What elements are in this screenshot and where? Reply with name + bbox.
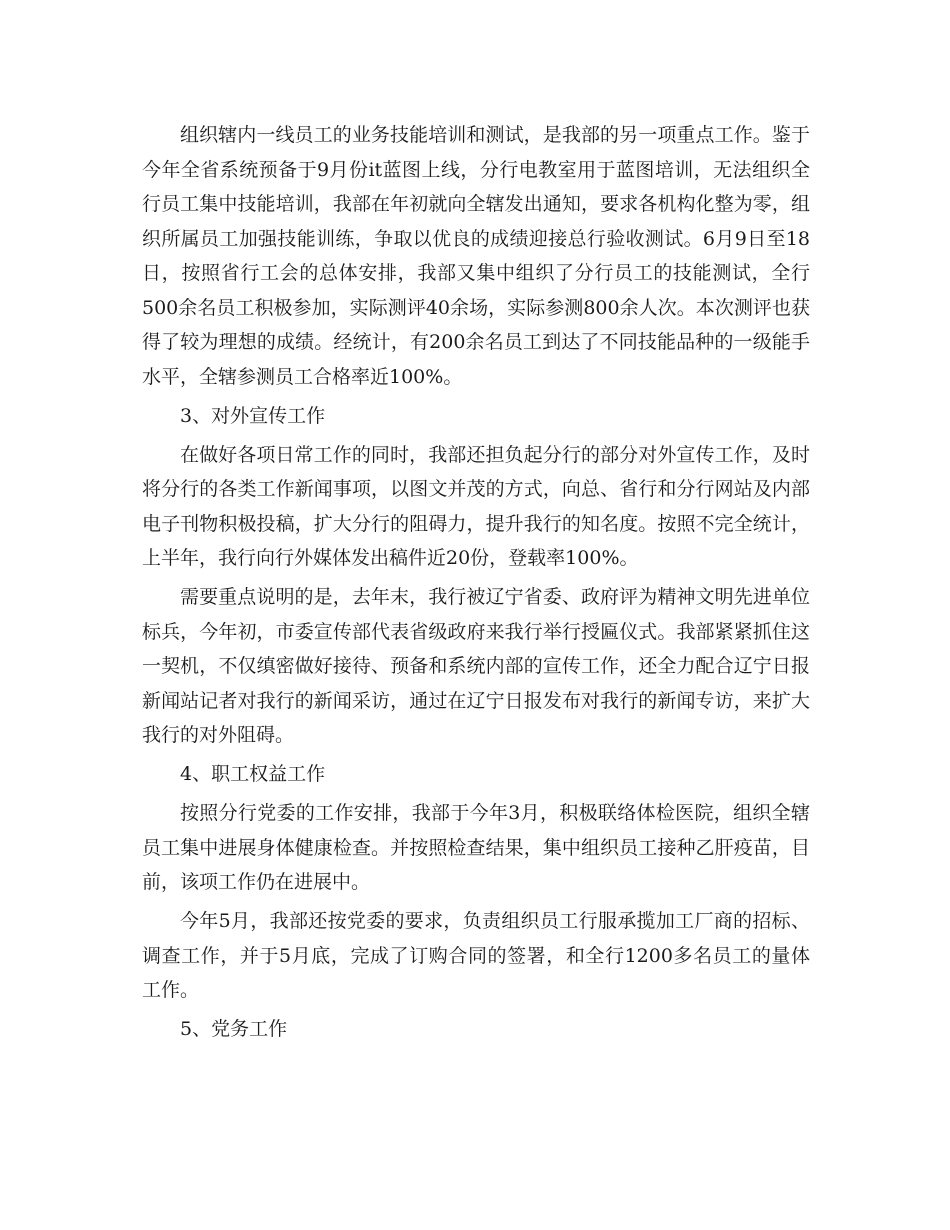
paragraph-uniform-procurement: 今年5月，我部还按党委的要求，负责组织员工行服承揽加工厂商的招标、调查工作，并于5月底，完成了订购合同的签署，和全行1200多名员工的量体工作。 <box>142 910 810 1001</box>
section-heading-external-publicity: 3、对外宣传工作 <box>180 404 326 427</box>
paragraph-publicity-work: 在做好各项日常工作的同时，我部还担负起分行的部分对外宣传工作，及时将分行的各类工作新闻事项，以图文并茂的方式，向总、省行和分行网站及内部电子刊物积极投稿，扩大分行的阻碍力，提升我行的知名度。按照不完全统计，上半年，我行向行外媒体发出稿件近20份，登载率100%。 <box>142 443 810 569</box>
paragraph-health-check: 按照分行党委的工作安排，我部于今年3月，积极联络体检医院，组织全辖员工集中进展身体健康检查。并按照检查结果，集中组织员工接种乙肝疫苗，目前，该项工作仍在进展中。 <box>142 802 810 893</box>
document-body <box>142 118 810 1051</box>
section-heading-employee-rights: 4、职工权益工作 <box>180 763 326 785</box>
paragraph-skills-training: 组织辖内一线员工的业务技能培训和测试，是我部的另一项重点工作。鉴于今年全省系统预备于9月份it蓝图上线，分行电教室用于蓝图培训，无法组织全行员工集中技能培训，我部在年初就向全辖发出通知，要求各机构化整为零，组织所属员工加强技能训练，争取以优良的成绩迎接总行验收测试。6月9日至18日，按照省行工会的总体安排，我部又集中组织了分行员工的技能测试，全行500余名员工积极参加，实际测评40余场，实际参测800余人次。本次测评也获得了较为理想的成绩。经统计，有200余名员工到达了不同技能品种的一级能手水平，全辖参测员工合格率近100%。 <box>142 124 810 388</box>
paragraph-award-ceremony: 需要重点说明的是，去年末，我行被辽宁省委、政府评为精神文明先进单位标兵，今年初，市委宣传部代表省级政府来我行举行授匾仪式。我部紧紧抓住这一契机，不仅缜密做好接待、预备和系统内部的宣传工作，还全力配合辽宁日报新闻站记者对我行的新闻采访，通过在辽宁日报发布对我行的新闻专访，来扩大我行的对外阻碍。 <box>142 586 810 746</box>
section-heading-party-affairs: 5、党务工作 <box>180 1018 288 1040</box>
